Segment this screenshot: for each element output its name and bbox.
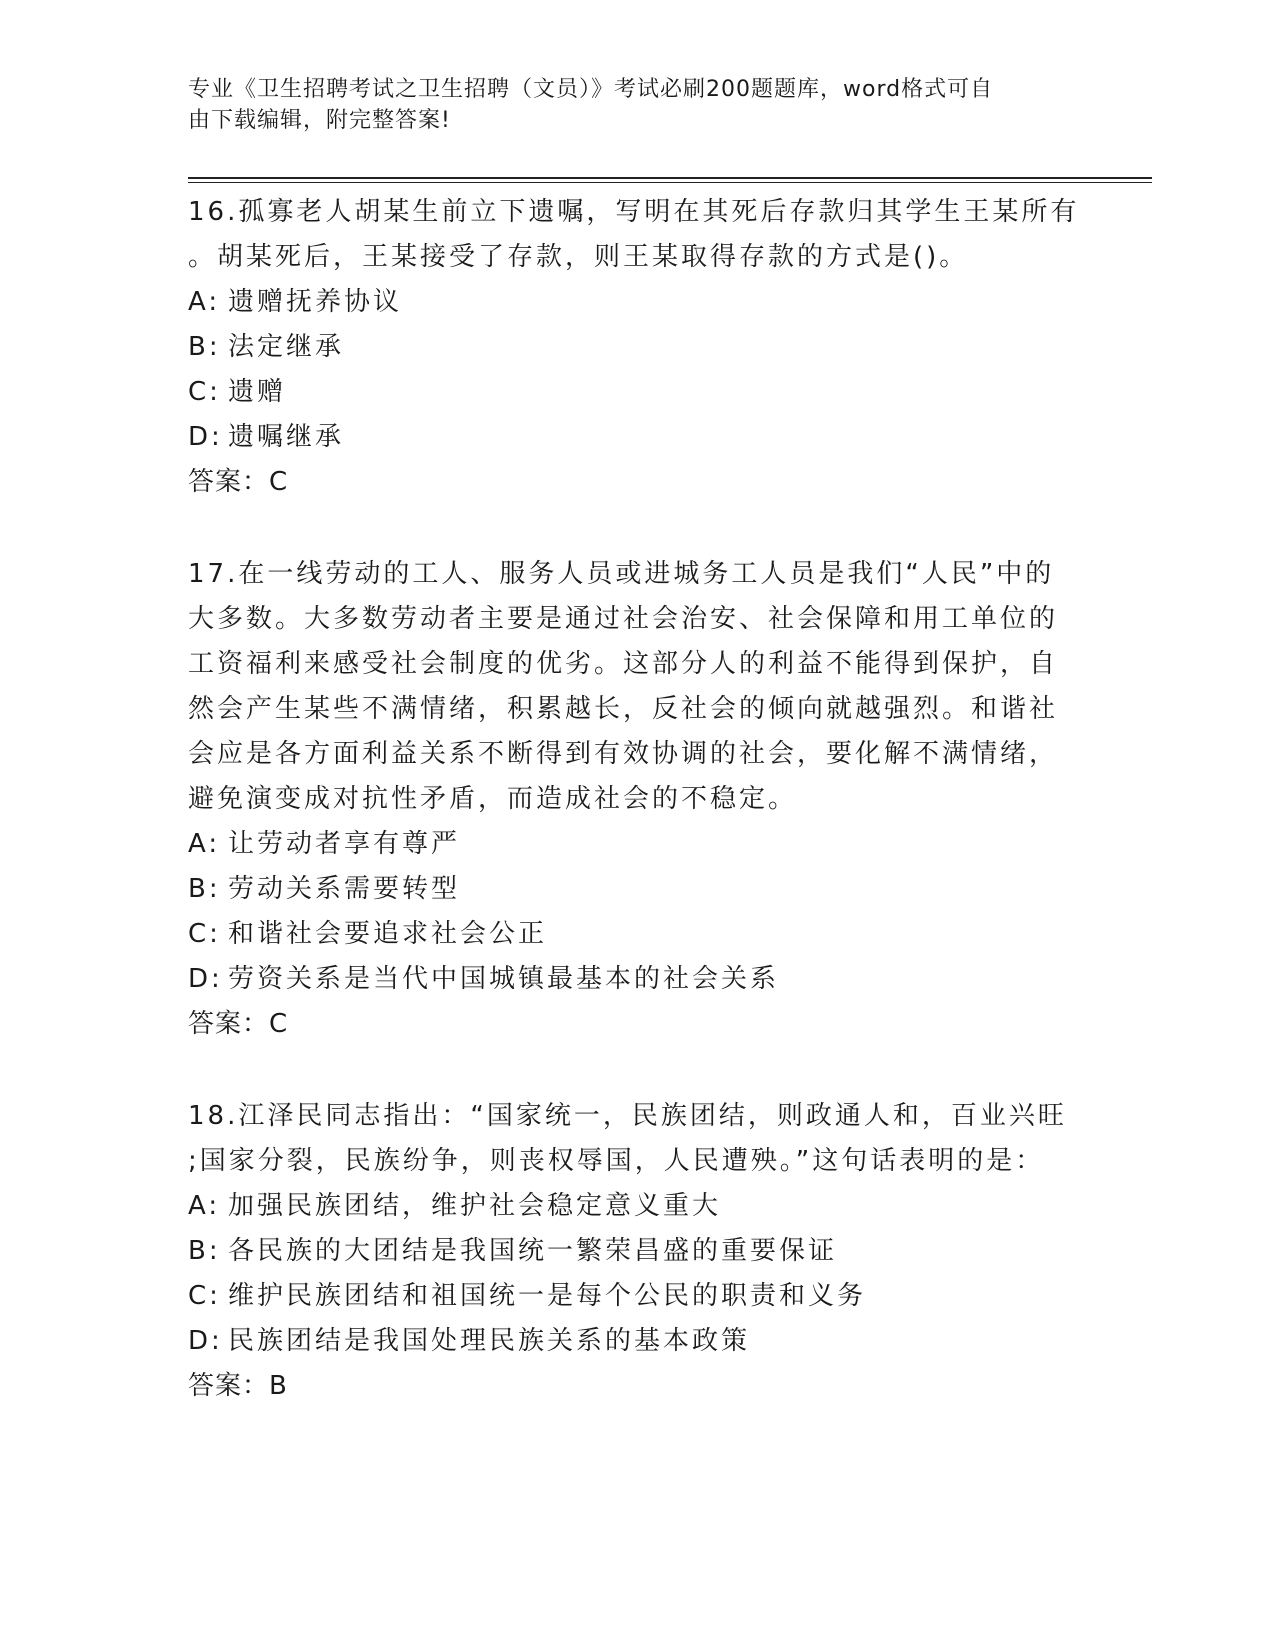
answer-line: 答案：B [188,1371,288,1401]
option-key: B: [188,332,221,362]
option-key: D: [188,422,223,452]
option-b [188,325,1088,370]
option-d [188,1319,1088,1364]
header-divider-thick [188,177,1152,179]
option-key: C: [188,1281,221,1311]
answer-line: 答案：C [188,1009,289,1039]
option-text: 法定继承 [228,332,345,362]
option-key: D: [188,964,223,994]
option-text: 遗嘱继承 [228,422,345,452]
option-key: B: [188,874,221,904]
option-a [188,280,1088,325]
option-text: 遗赠 [228,377,287,407]
document-header [188,74,1068,136]
option-text: 加强民族团结，维护社会稳定意义重大 [228,1191,722,1221]
option-text: 维护民族团结和祖国统一是每个公民的职责和义务 [228,1281,867,1311]
option-b [188,867,1088,912]
option-key: C: [188,919,221,949]
option-a [188,822,1088,867]
option-key: A: [188,1191,221,1221]
header-divider-thin [188,182,1152,183]
option-key: D: [188,1326,223,1356]
option-text: 劳动关系需要转型 [228,874,461,904]
option-d [188,415,1088,460]
option-key: A: [188,829,221,859]
option-key: C: [188,377,221,407]
option-a [188,1184,1088,1229]
option-key: A: [188,287,221,317]
question-stem: 16.孤寡老人胡某生前立下遗嘱，写明在其死后存款归其学生王某所有 。胡某死后，王某接受了存款，则王某取得存款的方式是()。 [188,197,1080,272]
question-stem: 18.江泽民同志指出：“国家统一，民族团结，则政通人和，百业兴旺 ;国家分裂，民族纷争，则丧权辱国，人民遭殃。”这句话表明的是： [188,1101,1067,1176]
option-text: 和谐社会要追求社会公正 [228,919,548,949]
header-line-2: 由下载编辑，附完整答案! [188,108,451,133]
option-b [188,1229,1088,1274]
option-c [188,912,1088,957]
option-c [188,370,1088,415]
question-16 [188,190,1088,505]
question-stem: 17.在一线劳动的工人、服务人员或进城务工人员是我们“人民”中的 大多数。大多数劳动者主要是通过社会治安、社会保障和用工单位的 工资福利来感受社会制度的优劣。这部分人的利益不能得到保护，自 然会产生某些不满情绪，积累越长，反社会的倾向就越强烈。和谐社 会应是各方面利益关系不断得到有效协调的社会，要化解不满情绪， 避免演变成对抗性矛盾，而造成社会的不稳定。 [188,559,1059,814]
option-text: 民族团结是我国处理民族关系的基本政策 [228,1326,751,1356]
header-line-1: 专业《卫生招聘考试之卫生招聘（文员）》考试必刷200题题库，word格式可自 [188,77,994,102]
option-d [188,957,1088,1002]
answer-line: 答案：C [188,467,289,497]
question-18 [188,1094,1088,1409]
option-c [188,1274,1088,1319]
option-text: 劳资关系是当代中国城镇最基本的社会关系 [228,964,780,994]
option-text: 让劳动者享有尊严 [228,829,461,859]
option-text: 各民族的大团结是我国统一繁荣昌盛的重要保证 [228,1236,838,1266]
question-17 [188,552,1088,1047]
option-key: B: [188,1236,221,1266]
option-text: 遗赠抚养协议 [228,287,403,317]
